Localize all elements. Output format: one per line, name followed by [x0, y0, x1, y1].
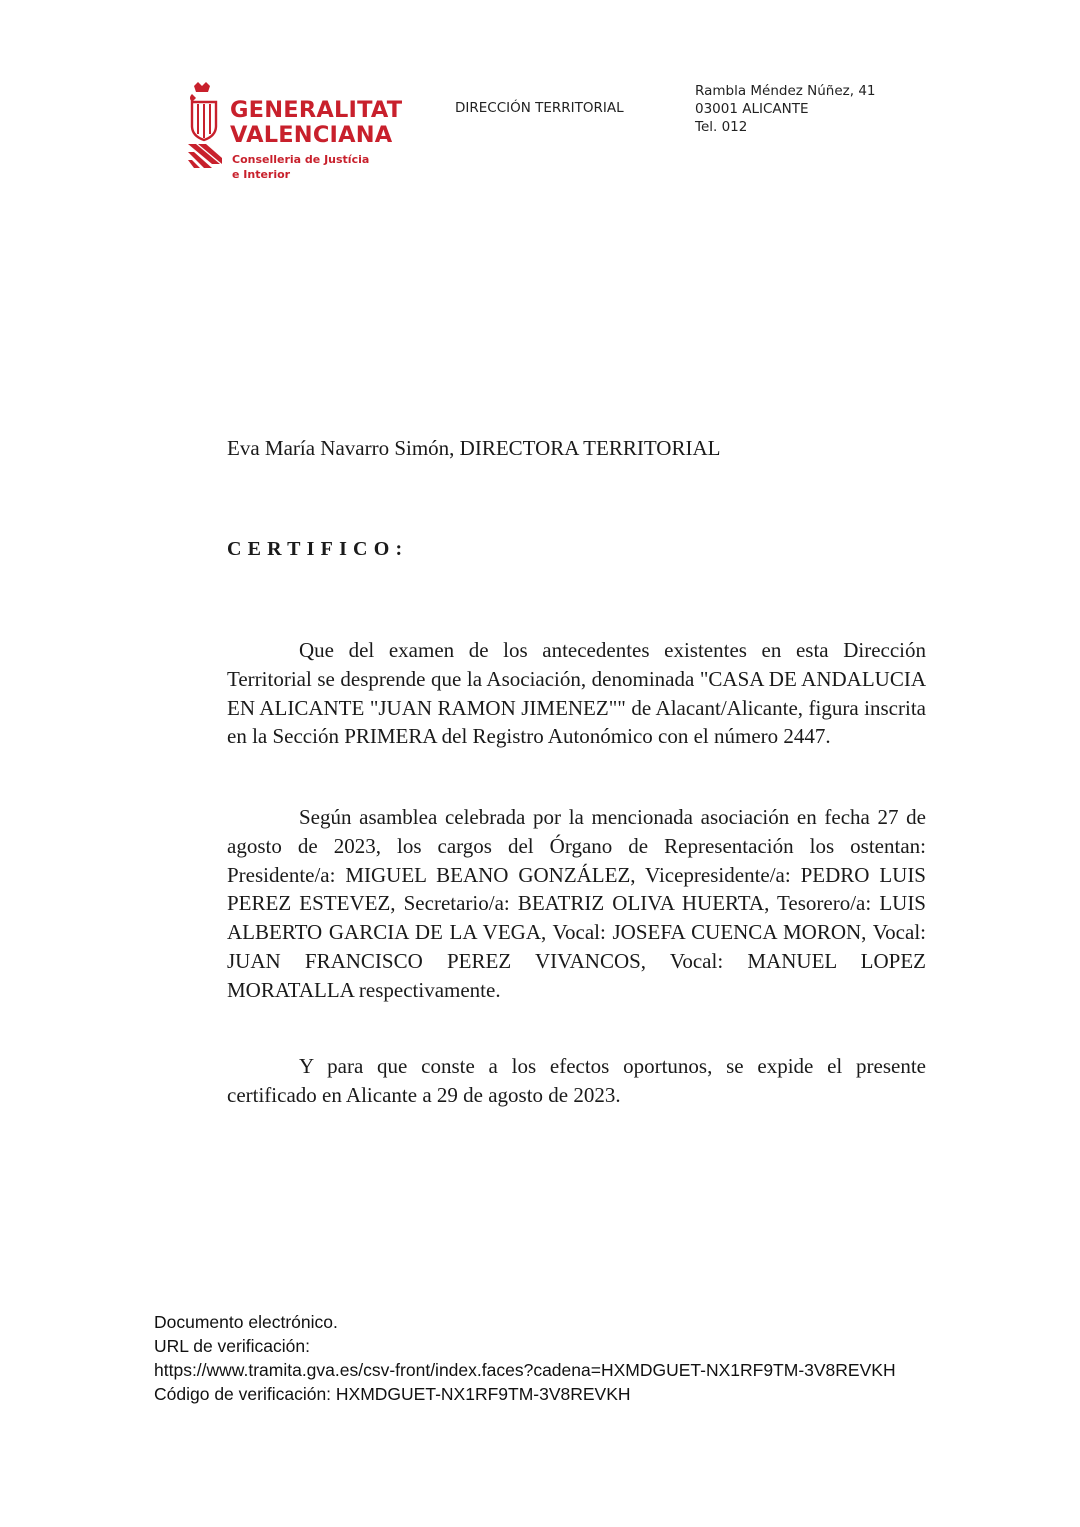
- address-street: Rambla Méndez Núñez, 41: [695, 83, 876, 99]
- paragraph-issuance: Y para que conste a los efectos oportunos, se expide el presente certificado en Alicante a 29 de agosto de 2023.: [227, 1054, 926, 1107]
- paragraph-board-members: Según asamblea celebrada por la mencionada asociación en fecha 27 de agosto de 2023, los cargos del Órgano de Representación los ostentan: Presidente/a: MIGUEL BEANO GONZÁLEZ, Vicepresidente/a: PEDRO LUIS PEREZ ESTEVEZ, Secretario/a: BEATRIZ OLIVA HUERTA, Tesorero/a: LUIS ALBERTO GARCIA DE LA VEGA, Vocal: JOSEFA CUENCA MORON, Vocal: JUAN FRANCISCO PEREZ VIVANCOS, Vocal: MANUEL LOPEZ MORATALLA respectivamente.: [227, 805, 926, 1002]
- verification-footer: [154, 1310, 896, 1406]
- logo-sub-line2: e Interior: [232, 168, 291, 181]
- logo-title-line2: VALENCIANA: [230, 122, 393, 148]
- footer-electronic-doc: Documento electrónico.: [154, 1312, 338, 1332]
- address-city: 03001 ALICANTE: [695, 101, 809, 117]
- certifico-heading: CERTIFICO:: [227, 538, 409, 560]
- address-block: [695, 82, 876, 136]
- address-phone: Tel. 012: [695, 119, 748, 135]
- coat-of-arms-icon: [186, 82, 224, 168]
- logo-sub-line1: Conselleria de Justícia: [232, 153, 370, 166]
- paragraph-registration: Que del examen de los antecedentes existentes en esta Dirección Territorial se desprende que la Asociación, denominada "CASA DE ANDALUCIA EN ALICANTE "JUAN RAMON JIMENEZ"" de Alacant/Alicante, figura inscrita en la Sección PRIMERA del Registro Autonómico con el número 2447.: [227, 638, 926, 749]
- logo-title: [230, 98, 402, 148]
- footer-url-label: URL de verificación:: [154, 1336, 310, 1356]
- footer-verification-url[interactable]: https://www.tramita.gva.es/csv-front/index.faces?cadena=HXMDGUET-NX1RF9TM-3V8REVKH: [154, 1360, 896, 1380]
- signer-name: Eva María Navarro Simón, DIRECTORA TERRITORIAL: [227, 436, 721, 460]
- generalitat-logo: [186, 82, 403, 192]
- logo-subtitle: [232, 152, 369, 182]
- footer-verification-code: Código de verificación: HXMDGUET-NX1RF9TM-3V8REVKH: [154, 1384, 631, 1404]
- logo-title-line1: GENERALITAT: [230, 97, 403, 123]
- department-name: DIRECCIÓN TERRITORIAL: [455, 100, 624, 116]
